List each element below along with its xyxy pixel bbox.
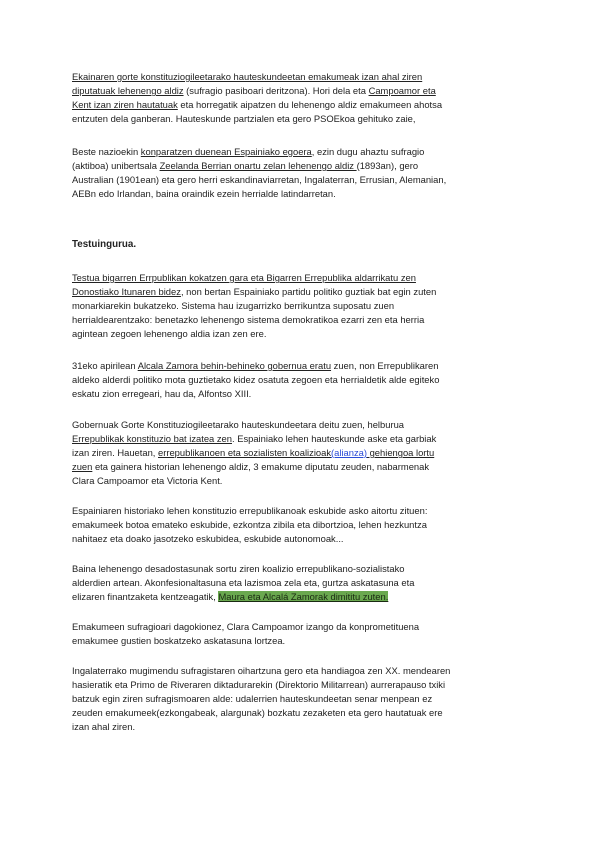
text-line [72, 707, 443, 719]
text-line [72, 360, 438, 372]
text-line [72, 433, 436, 445]
text-line [72, 85, 436, 97]
text-line [72, 621, 419, 633]
text-run: agintean zegoen lehenengo aldia izan zen ere. [72, 328, 267, 339]
underlined-text: Testua bigarren Errpublikan kokatzen gara eta Bigarren Errepublika aldarrikatu zen [72, 272, 416, 283]
text-line [72, 665, 450, 677]
text-run: Beste nazioekin [72, 146, 141, 157]
text-line [72, 519, 427, 531]
text-line [72, 533, 344, 545]
text-run: (aktiboa) unibertsala [72, 160, 160, 171]
text-line [72, 174, 446, 186]
text-run: aldeko alderdi politiko mota guztietako kidez osatuta zegoen eta herrialdetik alde egiteko [72, 374, 440, 385]
text-run: (sufragio pasiboari deritzona). Hori dela eta [183, 85, 369, 96]
text-line [72, 388, 251, 400]
text-line [72, 314, 424, 326]
text-run: Clara Campoamor eta Victoria Kent. [72, 475, 223, 486]
text-line [72, 721, 135, 733]
text-line [72, 693, 432, 705]
text-run: zeuden emakumeek(ezkongabeak, alargunak) bozkatu zezaketen eta gero hautatuak ere [72, 707, 443, 718]
text-line [72, 300, 394, 312]
text-run: eskatu zion erregeari, hau da, Alfontso XIII. [72, 388, 252, 399]
text-line [72, 461, 429, 473]
text-run: monarkiarekin bukatzeko. Sistema hau izugarrizko berrikuntza suposatu zuen [72, 300, 395, 311]
text-line [72, 146, 424, 158]
text-run: emakumeek botoa emateko eskubide, ezkontza zibila eta dibortzioa, lehen hezkuntza [72, 519, 427, 530]
text-run: Baina lehenengo desadostasunak sortu ziren koalizio errepublikano-sozialistako [72, 563, 405, 574]
text-line [72, 475, 222, 487]
text-line [72, 505, 427, 517]
text-line [72, 113, 415, 125]
text-line [72, 447, 434, 459]
text-run: elizaren finantzaketa kentzeagatik, [72, 591, 219, 602]
underlined-text: zuen [72, 461, 93, 472]
text-run: nahitaez eta doako jasotzeko eskubidea, eskubide autonomoak... [72, 533, 344, 544]
text-run: , ezin dugu ahaztu sufragio [311, 146, 425, 157]
text-run: , non bertan Espainiako partidu politiko guztiak bat egin zuten [180, 286, 437, 297]
text-line [72, 563, 405, 575]
text-run: 31eko apirilean [72, 360, 138, 371]
text-line [72, 679, 445, 691]
text-run: . Espainiako lehen hauteskunde aske eta garbiak [231, 433, 437, 444]
text-run: zuen, non Errepublikaren [331, 360, 439, 371]
text-run: izan ahal ziren. [72, 721, 136, 732]
text-run: (1893an), gero [356, 160, 419, 171]
text-run: izan ziren. Hauetan, [72, 447, 158, 458]
text-run: eta horregatik aipatzen du lehenengo aldiz emakumeen ahotsa [177, 99, 443, 110]
text-run: hasieratik eta Primo de Riveraren diktadurarekin (Direktorio Militarrean) aurrerapauso txiki [72, 679, 446, 690]
underlined-text: Errepublikak konstituzio bat izatea zen [72, 433, 232, 444]
alianza-link[interactable]: (alianza) [331, 447, 367, 458]
text-run: Emakumeen sufragioari dagokionez, Clara Campoamor izango da konprometituena [72, 621, 420, 632]
underlined-text: diputatuak lehenengo aldiz [72, 85, 184, 96]
text-line [72, 591, 388, 603]
text-run: AEBn edo Irlandan, baina oraindik ezein herrialde latindarretan. [72, 188, 336, 199]
text-line [72, 577, 414, 589]
text-line [72, 419, 404, 431]
text-run: alderdien artean. Akonfesionaltasuna eta lazismoa zela eta, gurtza askatasuna eta [72, 577, 415, 588]
underlined-text: gehiengoa lortu [366, 447, 435, 458]
underlined-text: Donostiako Itunaren bidez [72, 286, 181, 297]
text-line [72, 71, 422, 83]
text-line [72, 99, 442, 111]
text-run: emakumee gustien boskatzeko askatasuna lortzea. [72, 635, 286, 646]
text-line [72, 374, 439, 386]
text-run: Gobernuak Gorte Konstituziogileetarako hauteskundeetara deitu zuen, helburua [72, 419, 404, 430]
text-run: Espainiaren historiako lehen konstituzio errepublikanoak eskubide asko aitortu zituen: [72, 505, 428, 516]
text-run: Australian (1901ean) eta gero herri eskandinaviarretan, Ingalaterran, Errusian, Alemanian, [72, 174, 447, 185]
highlighted-text: Maura eta Alcalá Zamorak dimititu zuten. [218, 591, 389, 602]
text-run: entzuten dela ganberan. Hauteskunde partzialen eta gero PSOEkoa gehituko zaie, [72, 113, 416, 124]
text-line [72, 188, 336, 200]
text-line [72, 286, 436, 298]
underlined-text: Alcala Zamora behin-behineko gobernua eratu [137, 360, 332, 371]
text-run: eta gainera historian lehenengo aldiz, 3 emakume diputatu zeuden, nabarmenak [92, 461, 430, 472]
underlined-text: Ekainaren gorte konstituziogileetarako hauteskundeetan emakumeak izan ahal ziren [72, 71, 423, 82]
text-line [72, 160, 418, 172]
text-run: Ingalaterrako mugimendu sufragistaren oihartzuna gero eta handiagoa zen XX. mendearen [72, 665, 451, 676]
text-line [72, 272, 416, 284]
text-run: batzuk egin ziren sufragismoaren alde: udalerrien hauteskundeetan senar menpean ez [72, 693, 433, 704]
text-line [72, 328, 266, 340]
underlined-text: Campoamor eta [368, 85, 436, 96]
text-run: herrialdearentzako: benetazko lehenengo sistema demokratikoa ezarri zen eta herria [72, 314, 425, 325]
underlined-text: Kent izan ziren hautatuak [72, 99, 178, 110]
underlined-text: Zeelanda Berrian onartu zelan lehenengo aldiz [159, 160, 357, 171]
text-line [72, 635, 285, 647]
section-heading: Testuingurua. [72, 239, 137, 250]
underlined-text: konparatzen duenean Espainiako egoera [140, 146, 312, 157]
underlined-text: errepublikanoen eta sozialisten koalizioak [158, 447, 332, 458]
